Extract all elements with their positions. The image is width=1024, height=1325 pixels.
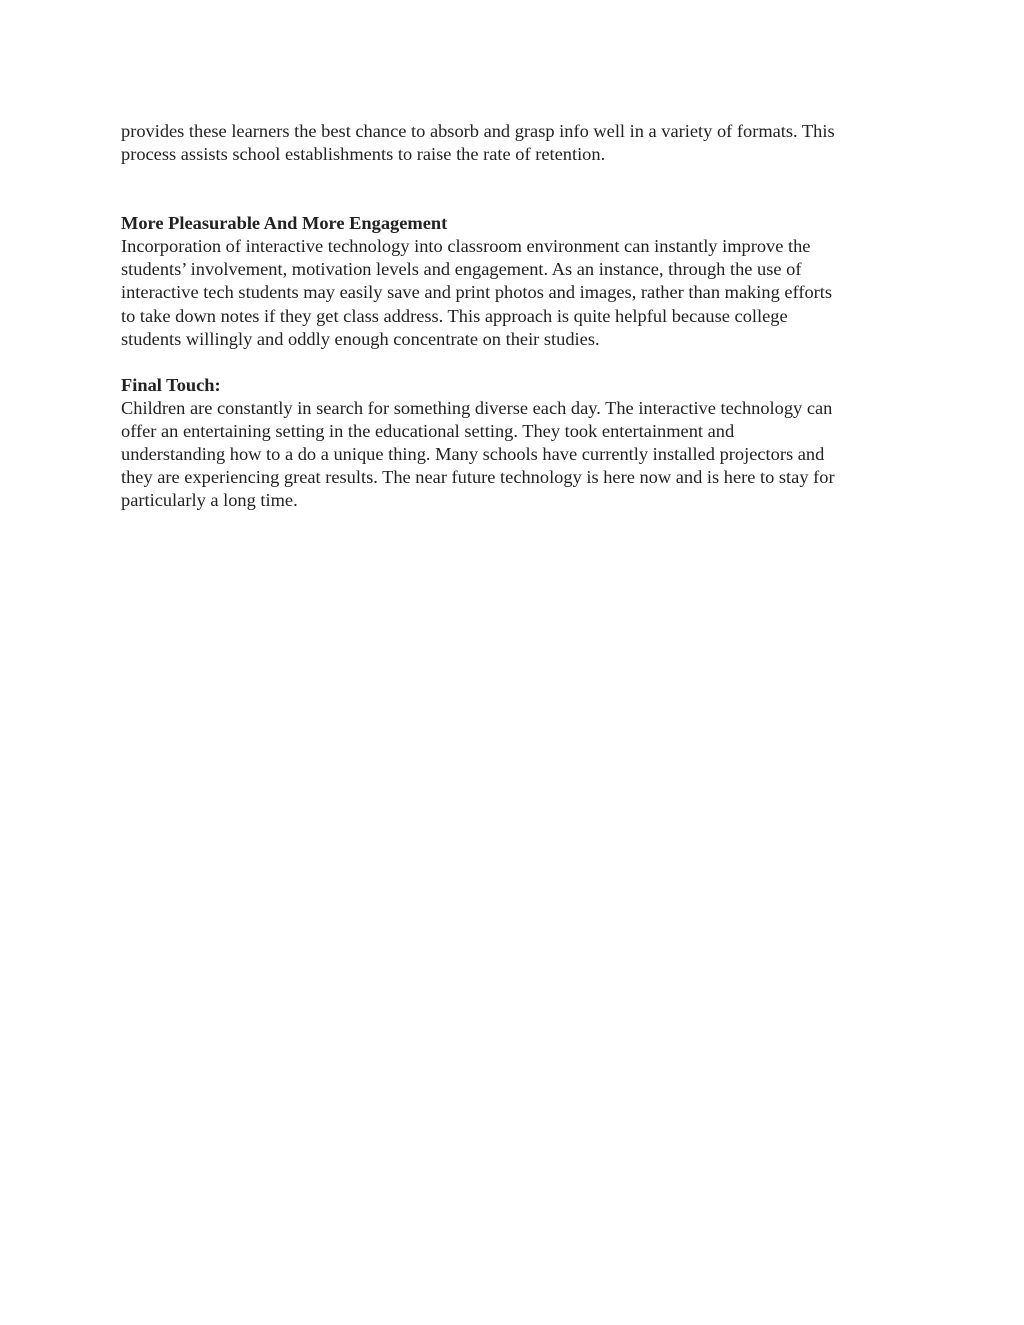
section-line: Children are constantly in search for something diverse each day. The interactive technology can [121,397,833,418]
section-engagement [121,212,911,351]
paragraph-spacer [121,351,911,374]
section-line: offer an entertaining setting in the educational setting. They took entertainment and [121,420,735,441]
section-line: particularly a long time. [121,490,298,511]
document-body [121,120,911,512]
section-heading: More Pleasurable And More Engagement [121,213,448,234]
intro-paragraph [121,120,911,166]
section-line: understanding how to a do a unique thing. Many schools have currently installed projectors and [121,444,825,465]
section-final-touch [121,374,911,513]
paragraph-spacer [121,166,911,212]
section-line: interactive tech students may easily save and print photos and images, rather than making efforts [121,282,833,303]
section-line: they are experiencing great results. The near future technology is here now and is here to stay for [121,467,835,488]
intro-line: process assists school establishments to raise the rate of retention. [121,144,606,165]
section-line: to take down notes if they get class address. This approach is quite helpful because college [121,305,788,326]
intro-line: provides these learners the best chance to absorb and grasp info well in a variety of formats. This [121,121,835,141]
section-line: Incorporation of interactive technology into classroom environment can instantly improve the [121,236,811,257]
section-line: students willingly and oddly enough concentrate on their studies. [121,328,600,349]
section-heading: Final Touch: [121,374,221,395]
section-line: students’ involvement, motivation levels and engagement. As an instance, through the use of [121,259,802,280]
